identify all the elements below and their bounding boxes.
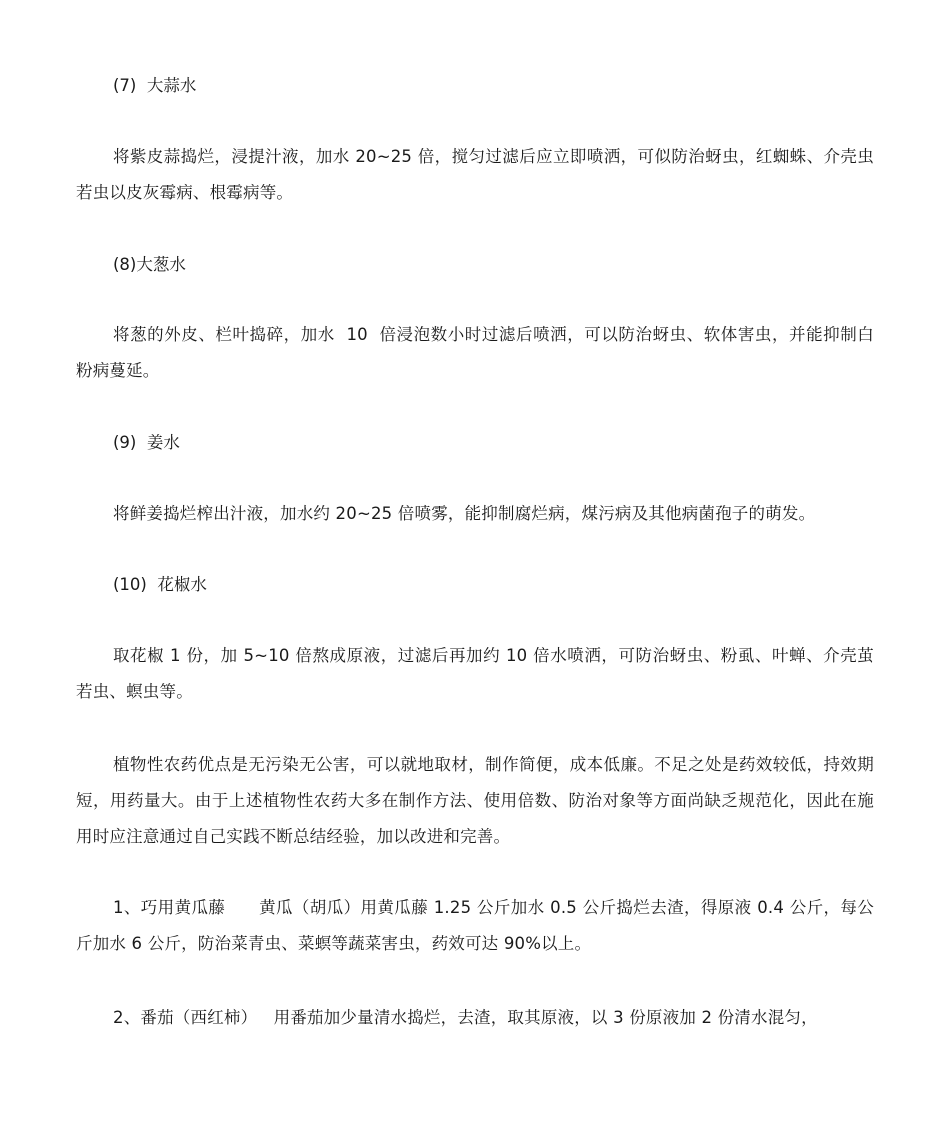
paragraph-garlic-water: 将紫皮蒜捣烂，浸提汁液，加水 20~25 倍，搅匀过滤后应立即喷洒，可似防治蚜虫，红蜘蛛、介壳虫若虫以皮灰霉病、根霉病等。 <box>76 147 874 202</box>
heading-scallion-water: (8)大葱水 <box>113 255 186 274</box>
paragraph-pepper-water: 取花椒 1 份，加 5~10 倍熬成原液，过滤后再加约 10 倍水喷洒，可防治蚜虫、粉虱、叶蝉、介壳茧若虫、螟虫等。 <box>76 646 874 701</box>
paragraph-cucumber-vine: 1、巧用黄瓜藤 黄瓜（胡瓜）用黄瓜藤 1.25 公斤加水 0.5 公斤捣烂去渣，得原液 0.4 公斤，每公斤加水 6 公斤，防治菜青虫、菜螟等蔬菜害虫，药效可达 90%以上。 <box>76 898 874 953</box>
paragraph-tomato: 2、番茄（西红柿） 用番茄加少量清水捣烂，去渣，取其原液，以 3 份原液加 2 份清水混匀， <box>113 1008 818 1027</box>
paragraph-scallion-water: 将葱的外皮、栏叶捣碎，加水 10 倍浸泡数小时过滤后喷洒，可以防治蚜虫、软体害虫，并能抑制白粉病蔓延。 <box>76 325 874 380</box>
paragraph-summary: 植物性农药优点是无污染无公害，可以就地取材，制作简便，成本低廉。不足之处是药效较低，持效期短，用药量大。由于上述植物性农药大多在制作方法、使用倍数、防治对象等方面尚缺乏规范化，因此在施用时应注意通过自己实践不断总结经验，加以改进和完善。 <box>76 755 874 846</box>
heading-garlic-water: (7) 大蒜水 <box>113 76 197 95</box>
heading-ginger-water: (9) 姜水 <box>113 433 180 452</box>
paragraph-ginger-water: 将鲜姜捣烂榨出汁液，加水约 20~25 倍喷雾，能抑制腐烂病，煤污病及其他病菌孢子的萌发。 <box>113 504 816 523</box>
heading-pepper-water: (10) 花椒水 <box>113 575 207 594</box>
